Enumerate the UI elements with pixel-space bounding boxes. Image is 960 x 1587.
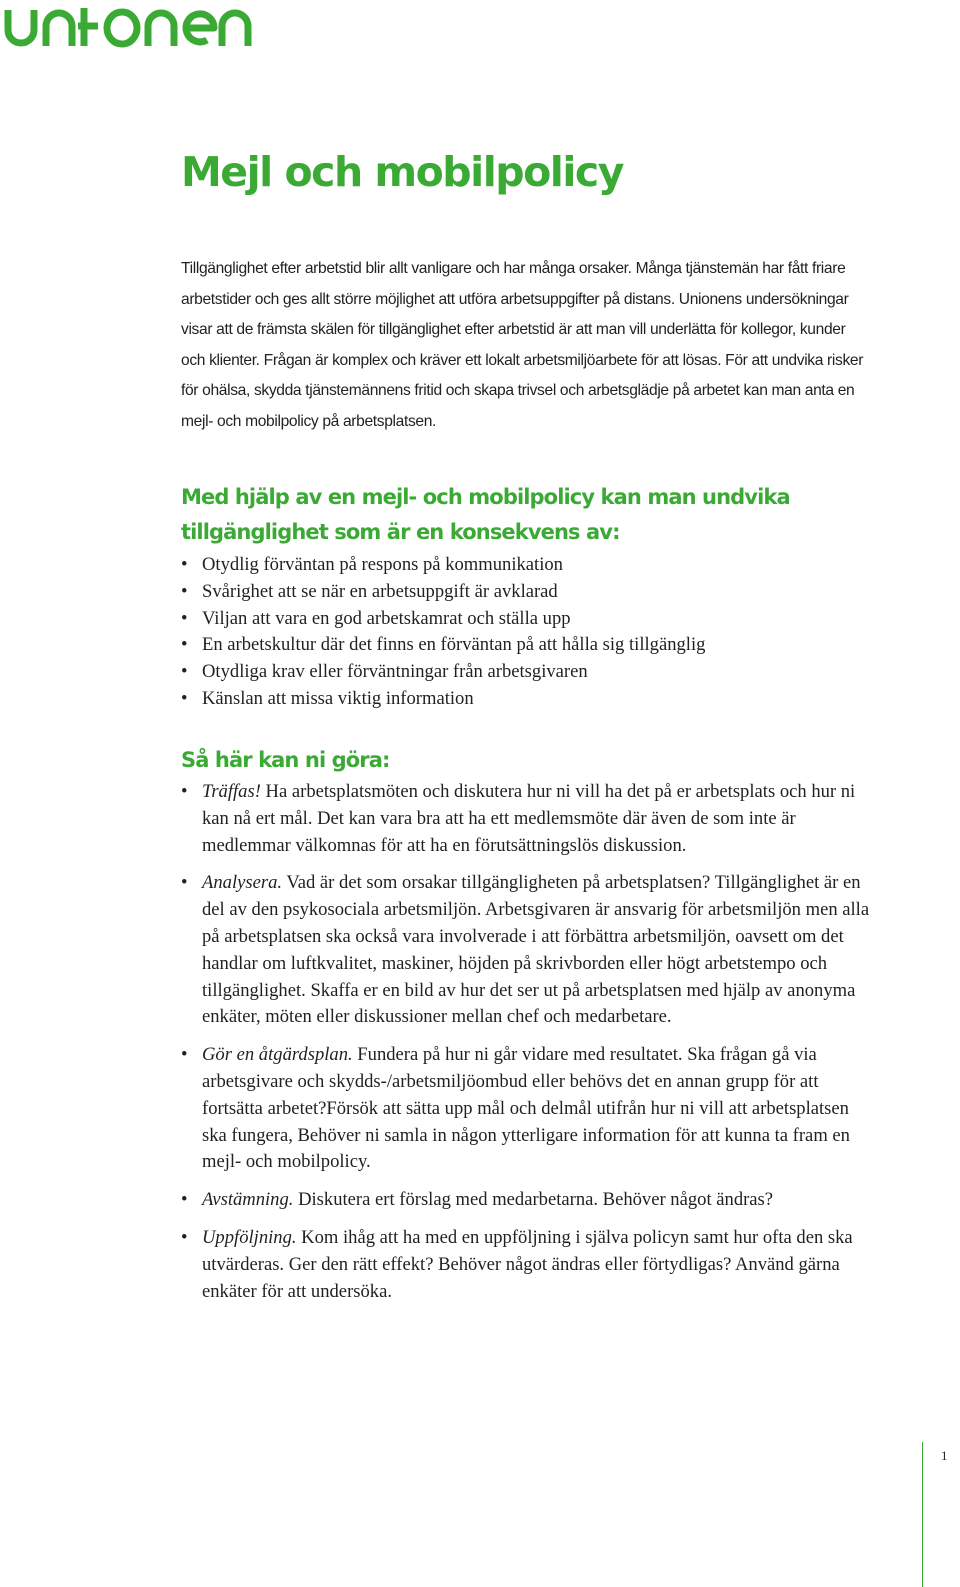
bullet-icon: • <box>181 872 188 894</box>
bullet-icon: • <box>181 781 188 802</box>
step-lead: Analysera. <box>202 872 283 894</box>
list-item: • Svårighet att se när en arbetsuppgift är avklarad <box>181 579 871 606</box>
list-item: • Känslan att missa viktig information <box>181 686 871 713</box>
bullet-icon: • <box>181 554 188 575</box>
bullet-icon: • <box>181 1044 188 1066</box>
step-text: Kom ihåg att ha med en uppföljning i själva policyn samt hur ofta den ska utvärderas. Ger den rätt effekt? Behöver något ändras eller förtydligas? Använd gärna enkäter för att undersöka. <box>202 1226 853 1302</box>
step-text: Diskutera ert förslag med medarbetarna. Behöver något ändras? <box>293 1189 774 1211</box>
list-item <box>181 1187 871 1214</box>
page-number: 1 <box>941 1448 948 1463</box>
page-margin-rule <box>922 1442 923 1587</box>
unionen-logo <box>2 4 252 48</box>
section-heading-consequences: Med hjälp av en mejl- och mobilpolicy kan man undvika tillgänglighet som är en konsekvens av: <box>181 485 790 544</box>
list-item <box>181 870 871 1031</box>
steps-list <box>181 779 871 1316</box>
step-text: Fundera på hur ni går vidare med resultatet. Ska frågan gå via arbetsgivare och skydds-/arbetsmiljöombud eller behövs det en annan grupp för att fortsätta arbetet?Försök att sätta upp mål och delmål utifrån hur ni vill att arbetsplatsen ska fungera, Behöver ni samla in någon ytterligare information för att kunna ta fram en mejl- och mobilpolicy. <box>202 1044 850 1173</box>
list-item <box>181 779 871 859</box>
bullet-icon: • <box>181 1189 188 1211</box>
step-lead: Avstämning. <box>202 1189 294 1211</box>
list-item: • Otydliga krav eller förväntningar från arbetsgivaren <box>181 659 871 686</box>
list-item: • En arbetskultur där det finns en förväntan på att hålla sig tillgänglig <box>181 632 871 659</box>
step-text: Ha arbetsplatsmöten och diskutera hur ni vill ha det på er arbetsplats och hur ni kan nå ert mål. Det kan vara bra att ha ett medlemsmöte där även de som inte är medlemmar välkomnas för att ha en förutsättningslös diskussion. <box>202 781 856 856</box>
step-lead: Träffas! <box>202 781 261 802</box>
list-item <box>181 1042 871 1176</box>
list-item: • Otydlig förväntan på respons på kommunikation <box>181 552 871 579</box>
section-heading-how-to: Så här kan ni göra: <box>181 748 390 772</box>
bullet-icon: • <box>181 1226 188 1248</box>
step-lead: Uppföljning. <box>202 1226 297 1248</box>
bullet-icon: • <box>181 661 188 683</box>
bullet-icon: • <box>181 607 188 629</box>
intro-paragraph: Tillgänglighet efter arbetstid blir allt vanligare och har många orsaker. Många tjänstemän har fått friare arbetstider och ges allt större möjlighet att utföra arbetsuppgifter på distans. Unionens undersökningar visar att de främsta skälen för tillgänglighet efter arbetstid är att man vill underlätta för kollegor, kunder och klienter. Frågan är komplex och kräver ett lokalt arbetsmiljöarbete för att lösas. För att undvika risker för ohälsa, skydda tjänstemännens fritid och skapa trivsel och arbetsglädje på arbetet kan man anta en mejl- och mobilpolicy på arbetsplatsen. <box>181 260 864 430</box>
bullet-icon: • <box>181 580 188 602</box>
page-title: Mejl och mobilpolicy <box>181 148 623 196</box>
list-item: • Viljan att vara en god arbetskamrat och ställa upp <box>181 606 871 633</box>
list-item <box>181 1225 871 1305</box>
step-lead: Gör en åtgärdsplan. <box>202 1044 353 1066</box>
consequence-list <box>181 552 871 713</box>
bullet-icon: • <box>181 634 188 656</box>
step-text: Vad är det som orsakar tillgängligheten på arbetsplatsen? Tillgänglighet är en del av den psykosociala arbetsmiljön. Arbetsgivaren är ansvarig för arbetsmiljön men alla på arbetsplatsen ska också vara involverade i att förbättra arbetsmiljön, oavsett om det handlar om luftkvalitet, maskiner, höjden på skrivborden eller högt arbetstempo och tillgänglighet. Skaffa er en bild av hur det ser ut på arbetsplatsen med hjälp av anonyma enkäter, möten eller diskussioner mellan chef och medarbetare. <box>202 872 870 1028</box>
bullet-icon: • <box>181 687 188 709</box>
